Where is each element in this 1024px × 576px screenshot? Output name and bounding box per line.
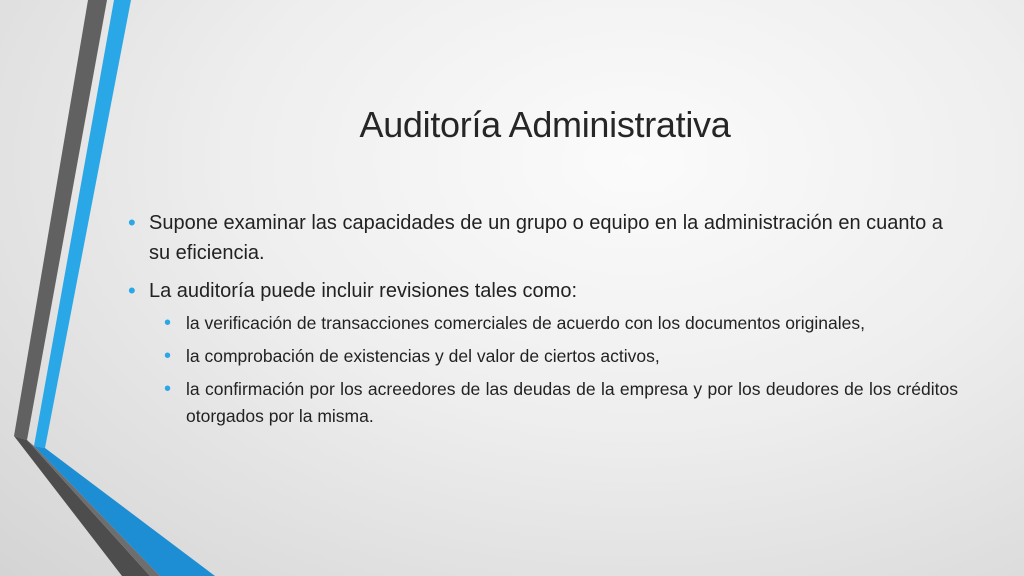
bullet-dot-icon: • [164, 345, 172, 367]
bullet-item [128, 208, 958, 268]
slide-title: Auditoría Administrativa [359, 104, 731, 145]
bullet-item [128, 276, 958, 306]
bullet-dot-icon: • [128, 278, 136, 303]
slide-body [128, 208, 958, 436]
gray-vertical-stripe [14, 0, 107, 440]
sub-bullet-item [164, 343, 958, 370]
bullet-text: La auditoría puede incluir revisiones tales como: [149, 280, 578, 302]
bullet-dot-icon: • [164, 378, 172, 400]
gray-diagonal-stripe-inner [27, 440, 160, 576]
bullet-text: Supone examinar las capacidades de un grupo o equipo en la administración en cuanto a su eficiencia. [149, 212, 943, 264]
sub-bullet-text: la comprobación de existencias y del valor de ciertos activos, [186, 346, 660, 366]
sub-bullet-item [164, 376, 958, 430]
sub-bullet-text: la verificación de transacciones comerciales de acuerdo con los documentos originales, [186, 313, 865, 333]
sub-bullet-item [164, 310, 958, 337]
bullet-dot-icon: • [128, 210, 136, 235]
gray-diagonal-stripe-outer [14, 436, 150, 576]
sub-bullet-text: la confirmación por los acreedores de las deudas de la empresa y por los deudores de los créditos otorgados por la misma. [186, 379, 958, 426]
bullet-dot-icon: • [164, 312, 172, 334]
